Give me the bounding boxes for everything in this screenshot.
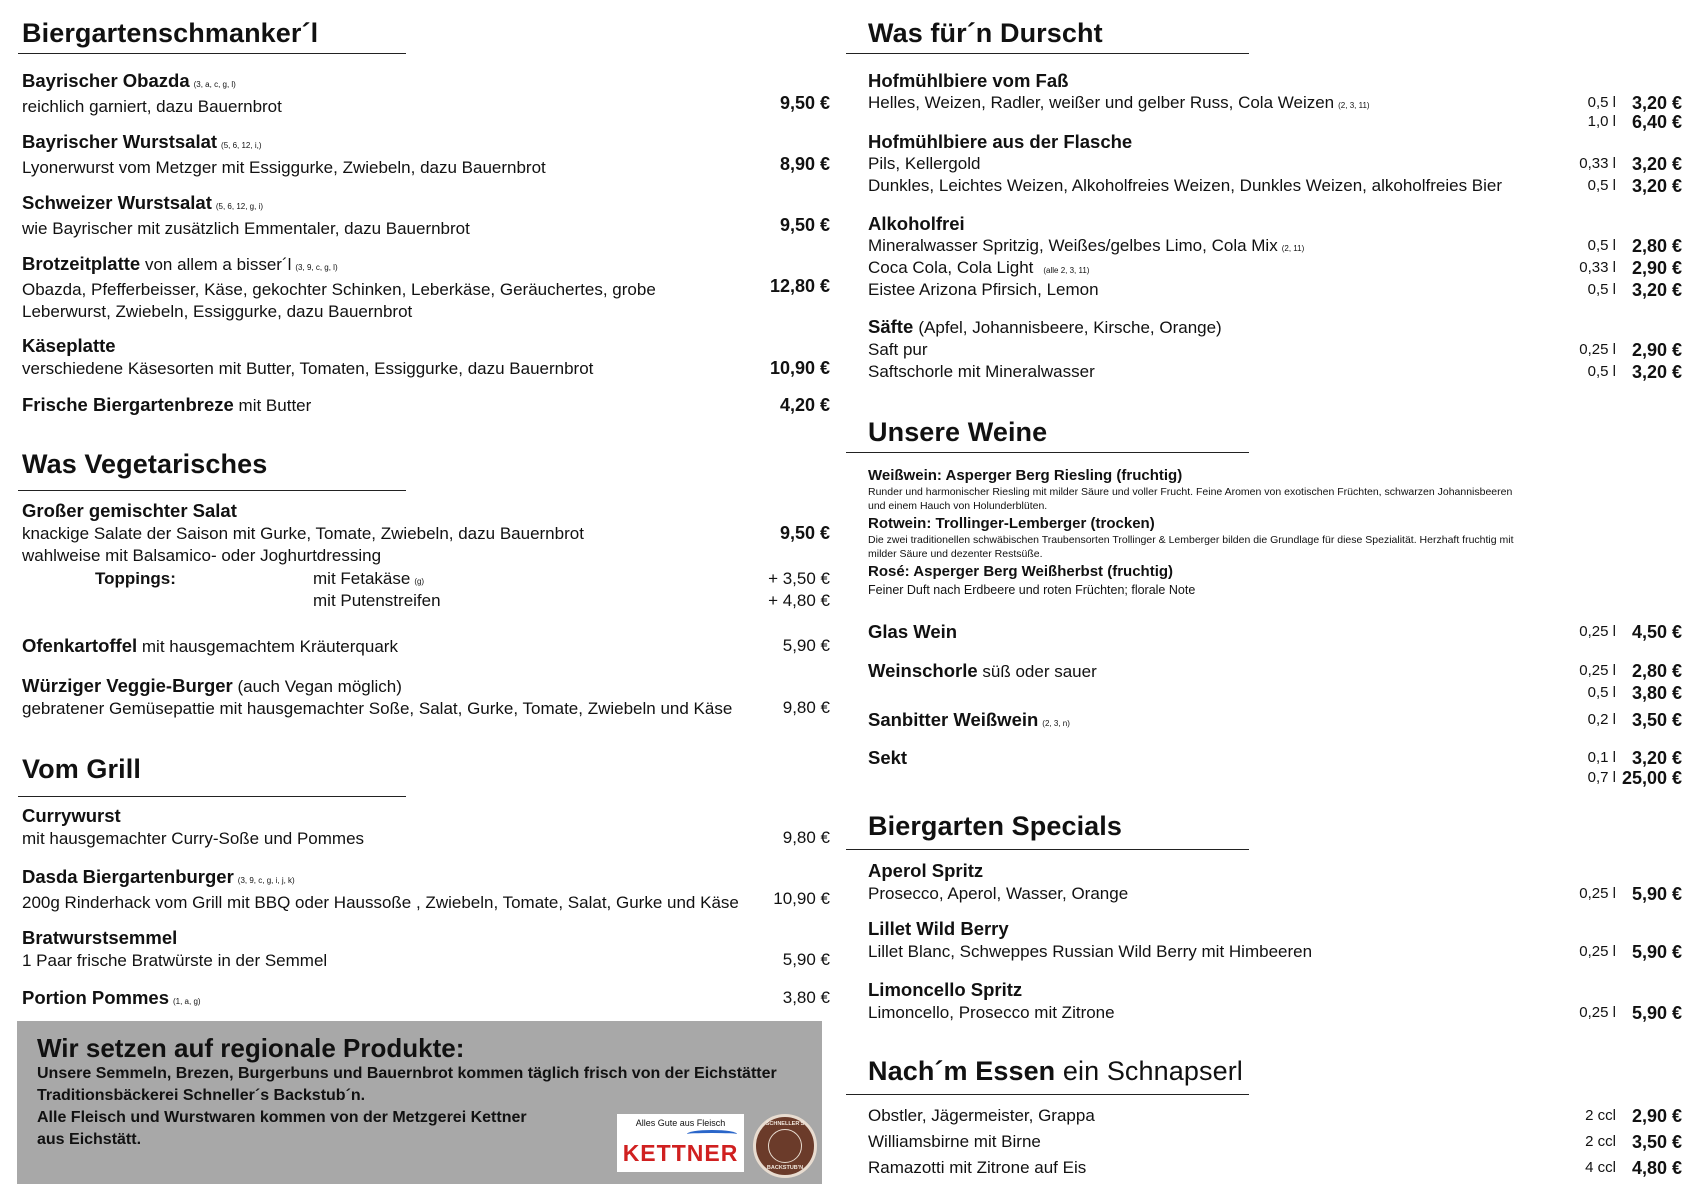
wine-heading: Weißwein: Asperger Berg Riesling (fruchtig) (868, 467, 1183, 484)
drink-row: 0,7 l 25,00 € (1587, 768, 1682, 788)
wine-description: Feiner Duft nach Erdbeere und roten Früchten; florale Note (868, 583, 1196, 597)
toppings-label: Toppings: (95, 569, 176, 588)
kettner-logo: Alles Gute aus Fleisch KETTNER (617, 1114, 744, 1172)
item-price: 9,80 € (782, 698, 830, 717)
section-rule (846, 849, 1249, 850)
item-price: 10,90 € (769, 358, 830, 378)
menu-item: Würziger Veggie-Burger (auch Vegan möglich) gebratener Gemüsepattie mit hausgemachter Soße, Salat, Gurke, Tomate, Zwiebeln und Käse 9,80 € (22, 675, 830, 718)
menu-item: Frische Biergartenbreze mit Butter 4,20 € (22, 394, 830, 415)
drink-row: Saft pur 0,25 l 2,90 € (868, 340, 1682, 360)
drink-row: Limoncello, Prosecco mit Zitrone 0,25 l 5,90 € (868, 1003, 1682, 1023)
menu-item: Portion Pommes (1, a, g) 3,80 € (22, 987, 830, 1008)
section-title-specials: Biergarten Specials (868, 811, 1123, 841)
drink-row: Weinschorle süß oder sauer 0,25 l 2,80 € (868, 660, 1682, 681)
drink-row: Obstler, Jägermeister, Grappa 2 ccl 2,90 € (868, 1106, 1682, 1126)
drink-group-title: Limoncello Spritz (868, 979, 1023, 1000)
section-title-vegetarisch: Was Vegetarisches (22, 449, 268, 479)
drink-row: Eistee Arizona Pfirsich, Lemon 0,5 l 3,20 € (868, 280, 1682, 300)
item-price: 8,90 € (779, 154, 830, 174)
topping-price: + 4,80 € (768, 591, 830, 610)
section-title-durscht: Was für´n Durscht (868, 18, 1103, 48)
drink-group-title: Alkoholfrei (868, 213, 965, 234)
item-price: 10,90 € (773, 889, 830, 908)
drink-row: Helles, Weizen, Radler, weißer und gelber Russ, Cola Weizen (2, 3, 11) 0,5 l 3,20 € (868, 93, 1682, 113)
seal-ring (768, 1129, 802, 1163)
menu-item: Bayrischer Wurstsalat (5, 6, 12, i,) Lyonerwurst vom Metzger mit Essiggurke, Zwiebeln, dazu Bauernbrot 8,90 € (22, 131, 830, 177)
regional-line: aus Eichstätt. (37, 1131, 142, 1148)
item-price: 9,80 € (782, 828, 830, 847)
topping-name: mit Fetakäse (g) (313, 569, 425, 588)
drink-row: Prosecco, Aperol, Wasser, Orange 0,25 l 5,90 € (868, 884, 1682, 904)
backstube-seal-logo: SCHNELLER'S BACKSTUB'N (753, 1114, 817, 1178)
menu-item: Currywurst mit hausgemachter Curry-Soße und Pommes 9,80 € (22, 805, 830, 848)
topping-name: mit Putenstreifen (313, 591, 441, 610)
drink-row: Coca Cola, Cola Light (alle 2, 3, 11) 0,33 l 2,90 € (868, 258, 1682, 278)
menu-item: Dasda Biergartenburger (3, 9, c, g, i, j, k) 200g Rinderhack vom Grill mit BBQ oder Haussoße , Zwiebeln, Tomate, Salat, Gurke und Käse 10,90 € (22, 866, 830, 912)
drink-row: Sekt 0,1 l 3,20 € (868, 747, 1682, 768)
drink-row: Pils, Kellergold 0,33 l 3,20 € (868, 154, 1682, 174)
drink-row: Glas Wein 0,25 l 4,50 € (868, 621, 1682, 642)
item-price: 9,50 € (779, 215, 830, 235)
drink-row: 0,5 l 3,80 € (1587, 683, 1682, 703)
topping-price: + 3,50 € (768, 569, 830, 588)
drink-group-title: Aperol Spritz (868, 860, 984, 881)
item-price: 9,50 € (779, 93, 830, 113)
wine-description: Runder und harmonischer Riesling mit milder Säure und voller Frucht. Feine Aromen von exotischen Früchten, schwarzen Johannisbeeren und einem Hauch von Holunderblüten. (868, 486, 1513, 512)
menu-item: Ofenkartoffel mit hausgemachtem Kräuterquark 5,90 € (22, 635, 830, 656)
section-title-grill: Vom Grill (22, 754, 141, 784)
drink-group-title: Hofmühlbiere vom Faß (868, 70, 1069, 91)
drink-group-title: Lillet Wild Berry (868, 918, 1009, 939)
menu-item: Großer gemischter Salat knackige Salate der Saison mit Gurke, Tomate, Zwiebeln, dazu Bauernbrot wahlweise mit Balsamico- oder Joghurtdressing 9,50 € (22, 500, 830, 565)
swoosh-icon (687, 1130, 737, 1138)
section-rule (846, 53, 1249, 54)
item-price: 4,20 € (779, 395, 830, 415)
drink-row: 1,0 l 6,40 € (1587, 112, 1682, 132)
menu-item: Bayrischer Obazda (3, a, c, g, l) reichlich garniert, dazu Bauernbrot 9,50 € (22, 70, 830, 116)
drink-row: Ramazotti mit Zitrone auf Eis 4 ccl 4,80 € (868, 1158, 1682, 1178)
section-rule (18, 490, 406, 491)
wine-description: Die zwei traditionellen schwäbischen Traubensorten Trollinger & Lemberger bilden die Grundlage für diese Spezialität. Herzhaft fruchtig mit milder Säure und dezenter Restsüße. (868, 534, 1514, 560)
item-price: 9,50 € (779, 523, 830, 543)
menu-item: Käseplatte verschiedene Käsesorten mit Butter, Tomaten, Essiggurke, dazu Bauernbrot 10,90 € (22, 335, 830, 378)
regional-info-box (17, 1021, 822, 1184)
drink-row: Williamsbirne mit Birne 2 ccl 3,50 € (868, 1132, 1682, 1152)
wine-heading: Rosé: Asperger Berg Weißherbst (fruchtig) (868, 563, 1174, 580)
item-price: 3,80 € (782, 988, 830, 1007)
drink-row: Saftschorle mit Mineralwasser 0,5 l 3,20 € (868, 362, 1682, 382)
menu-item: Schweizer Wurstsalat (5, 6, 12, g, i) wie Bayrischer mit zusätzlich Emmentaler, dazu Bauernbrot 9,50 € (22, 192, 830, 238)
section-rule (18, 53, 406, 54)
item-price: 5,90 € (782, 636, 830, 655)
regional-line: Unsere Semmeln, Brezen, Burgerbuns und Bauernbrot kommen täglich frisch von der Eichstätter (37, 1065, 777, 1082)
drink-row: Sanbitter Weißwein (2, 3, n) 0,2 l 3,50 € (868, 709, 1682, 730)
wine-heading: Rotwein: Trollinger-Lemberger (trocken) (868, 515, 1155, 532)
regional-line: Alle Fleisch und Wurstwaren kommen von der Metzgerei Kettner (37, 1109, 527, 1126)
menu-item: Bratwurstsemmel 1 Paar frische Bratwürste in der Semmel 5,90 € (22, 927, 830, 970)
drink-group-title: Säfte (Apfel, Johannisbeere, Kirsche, Orange) (868, 316, 1222, 337)
section-rule (846, 452, 1249, 453)
regional-title: Wir setzen auf regionale Produkte: (37, 1033, 465, 1063)
section-rule (846, 1094, 1249, 1095)
drink-row: Dunkles, Leichtes Weizen, Alkoholfreies Weizen, Dunkles Weizen, alkoholfreies Bier 0,5 l 3,20 € (868, 176, 1682, 196)
drink-group-title: Hofmühlbiere aus der Flasche (868, 131, 1133, 152)
section-rule (18, 796, 406, 797)
item-price: 5,90 € (782, 950, 830, 969)
drink-row: Mineralwasser Spritzig, Weißes/gelbes Limo, Cola Mix (2, 11) 0,5 l 2,80 € (868, 236, 1682, 256)
section-title-schmankerl: Biergartenschmanker´l (22, 18, 319, 48)
regional-line: Traditionsbäckerei Schneller´s Backstub´n. (37, 1087, 366, 1104)
item-price: 12,80 € (769, 276, 830, 296)
drink-row: Lillet Blanc, Schweppes Russian Wild Berry mit Himbeeren 0,25 l 5,90 € (868, 942, 1682, 962)
menu-item: Brotzeitplatte von allem a bisser´l (3, 9, c, g, l) Obazda, Pfefferbeisser, Käse, gekochter Schinken, Leberkäse, Geräuchertes, grobe Leberwurst, Zwiebeln, Essiggurke, dazu Bauernbrot 12,80 € (22, 253, 830, 321)
section-title-schnaps: Nach´m Essen ein Schnapserl (868, 1056, 1243, 1086)
section-title-weine: Unsere Weine (868, 417, 1048, 447)
